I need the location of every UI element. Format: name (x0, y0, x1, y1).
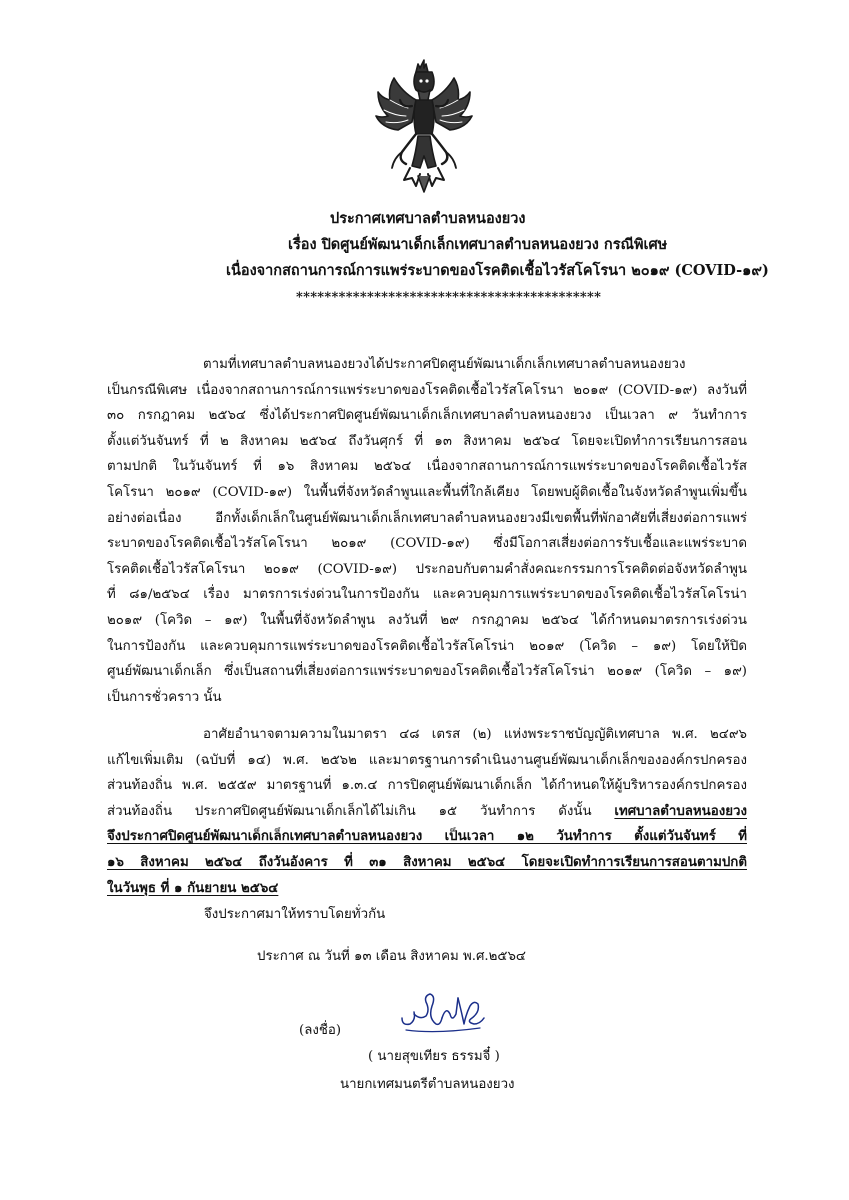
paragraph-line: ตั้งแต่วันจันทร์ ที่ ๒ สิงหาคม ๒๕๖๔ ถึงวันศุกร์ ที่ ๑๓ สิงหาคม ๒๕๖๔ โดยจะเปิดทำการเรียนการสอน (107, 433, 747, 449)
garuda-emblem-icon (372, 56, 476, 194)
closure-emphasis: จึงประกาศปิดศูนย์พัฒนาเด็กเล็กเทศบาลตำบลหนองยวง เป็นเวลา ๑๒ วันทำการ ตั้งแต่วันจันทร์ ที่ (107, 829, 747, 845)
closure-emphasis: เทศบาลตำบลหนองยวง (614, 803, 747, 819)
paragraph-background (107, 352, 747, 710)
paragraph-line: ที่ ๘๑/๒๕๖๔ เรื่อง มาตรการเร่งด่วนในการป้องกัน และควบคุมการแพร่ระบาดของโรคติดเชื้อไวรัสโคโรน่า (107, 587, 747, 603)
signer-title: นายกเทศมนตรีตำบลหนองยวง (340, 1077, 515, 1092)
announcement-subject-line2: เนื่องจากสถานการณ์การแพร่ระบาดของโรคติดเชื้อไวรัสโคโรนา ๒๐๑๙ (COVID-๑๙) (226, 262, 769, 279)
paragraph-line: ๓๐ กรกฎาคม ๒๕๖๔ ซึ่งได้ประกาศปิดศูนย์พัฒนาเด็กเล็กเทศบาลตำบลหนองยวง เป็นเวลา ๙ วันทำการ (107, 408, 747, 424)
closure-emphasis: ในวันพุธ ที่ ๑ กันยายน ๒๕๖๔ (107, 880, 279, 896)
closure-emphasis: ๑๖ สิงหาคม ๒๕๖๔ ถึงวันอังคาร ที่ ๓๑ สิงหาคม ๒๕๖๔ โดยจะเปิดทำการเรียนการสอนตามปกติ (107, 854, 747, 870)
paragraph-line: ศูนย์พัฒนาเด็กเล็ก ซึ่งเป็นสถานที่เสี่ยงต่อการแพร่ระบาดของโรคติดเชื้อไวรัสโคโรน่า ๒๐๑๙ (โควิด – ๑๙) (107, 664, 747, 680)
paragraph-line (107, 876, 747, 902)
paragraph-line: เป็นการชั่วคราว นั้น (107, 689, 222, 705)
signature-label: (ลงชื่อ) (299, 1023, 342, 1038)
paragraph-line: อาศัยอำนาจตามความในมาตรา ๔๘ เตรส (๒) แห่งพระราชบัญญัติเทศบาล พ.ศ. ๒๔๙๖ (203, 727, 747, 742)
paragraph-line: ตามที่เทศบาลตำบลหนองยวงได้ประกาศปิดศูนย์พัฒนาเด็กเล็กเทศบาลตำบลหนองยวง (203, 357, 686, 372)
paragraph-line (107, 850, 747, 876)
paragraph-line (107, 799, 747, 825)
paragraph-line: อย่างต่อเนื่อง อีกทั้งเด็กเล็กในศูนย์พัฒนาเด็กเล็กเทศบาลตำบลหนองยวงมีเขตพื้นที่พักอาศัยที่เสี่ยงต่อการแพร่ (107, 510, 747, 526)
paragraph-line: แก้ไขเพิ่มเติม (ฉบับที่ ๑๔) พ.ศ. ๒๕๖๒ และมาตรฐานการดำเนินงานศูนย์พัฒนาเด็กเล็กขององค์กรปกครอง (107, 752, 747, 768)
paragraph-authority (107, 722, 747, 901)
paragraph-line: ตามปกติ ในวันจันทร์ ที่ ๑๖ สิงหาคม ๒๕๖๔ เนื่องจากสถานการณ์การแพร่ระบาดของโรคติดเชื้อไวรัส (107, 459, 747, 475)
paragraph-line (107, 824, 747, 850)
paragraph-line: ระบาดของโรคติดเชื้อไวรัสโคโรนา ๒๐๑๙ (COVID-๑๙) ซึ่งมีโอกาสเสี่ยงต่อการรับเชื้อและแพร่ระบาด (107, 536, 747, 552)
paragraph-line: โคโรนา ๒๐๑๙ (COVID-๑๙) ในพื้นที่จังหวัดลำพูนและพื้นที่ใกล้เคียง โดยพบผู้ติดเชื้อในจังหวัดลำพูนเพิ่มขึ้น (107, 484, 747, 500)
announce-statement: จึงประกาศมาให้ทราบโดยทั่วกัน (204, 907, 386, 922)
paragraph-line-text: ส่วนท้องถิ่น ประกาศปิดศูนย์พัฒนาเด็กเล็กได้ไม่เกิน ๑๕ วันทำการ ดังนั้น (107, 803, 615, 819)
handwritten-signature (396, 984, 488, 1042)
paragraph-line: โรคติดเชื้อไวรัสโคโรนา ๒๐๑๙ (COVID-๑๙) ประกอบกับตามคำสั่งคณะกรรมการโรคติดต่อจังหวัดลำพูน (107, 561, 747, 577)
paragraph-line: เป็นกรณีพิเศษ เนื่องจากสถานการณ์การแพร่ระบาดของโรคติดเชื้อไวรัสโคโรนา ๒๐๑๙ (COVID-๑๙) ลงวันที่ (107, 382, 747, 398)
paragraph-line: ในการป้องกัน และควบคุมการแพร่ระบาดของโรคติดเชื้อไวรัสโคโรน่า ๒๐๑๙ (โควิด – ๑๙) โดยให้ปิด (107, 638, 747, 654)
signer-name: ( นายสุขเทียร ธรรมจี๋ ) (368, 1049, 500, 1064)
paragraph-line: ๒๐๑๙ (โควิด – ๑๙) ในพื้นที่จังหวัดลำพูน ลงวันที่ ๒๙ กรกฎาคม ๒๕๖๔ ได้กำหนดมาตรการเร่งด่วน (107, 612, 747, 628)
announcement-title: ประกาศเทศบาลตำบลหนองยวง (330, 210, 526, 227)
paragraph-line: ส่วนท้องถิ่น พ.ศ. ๒๕๕๙ มาตรฐานที่ ๑.๓.๔ การปิดศูนย์พัฒนาเด็กเล็ก ได้กำหนดให้ผู้บริหารองค์กรปกครอง (107, 778, 747, 794)
announcement-subject: เรื่อง ปิดศูนย์พัฒนาเด็กเล็กเทศบาลตำบลหนองยวง กรณีพิเศษ (288, 236, 668, 253)
separator-line: ******************************************* (296, 290, 602, 305)
given-date: ประกาศ ณ วันที่ ๑๓ เดือน สิงหาคม พ.ศ.๒๕๖๔ (257, 949, 526, 964)
